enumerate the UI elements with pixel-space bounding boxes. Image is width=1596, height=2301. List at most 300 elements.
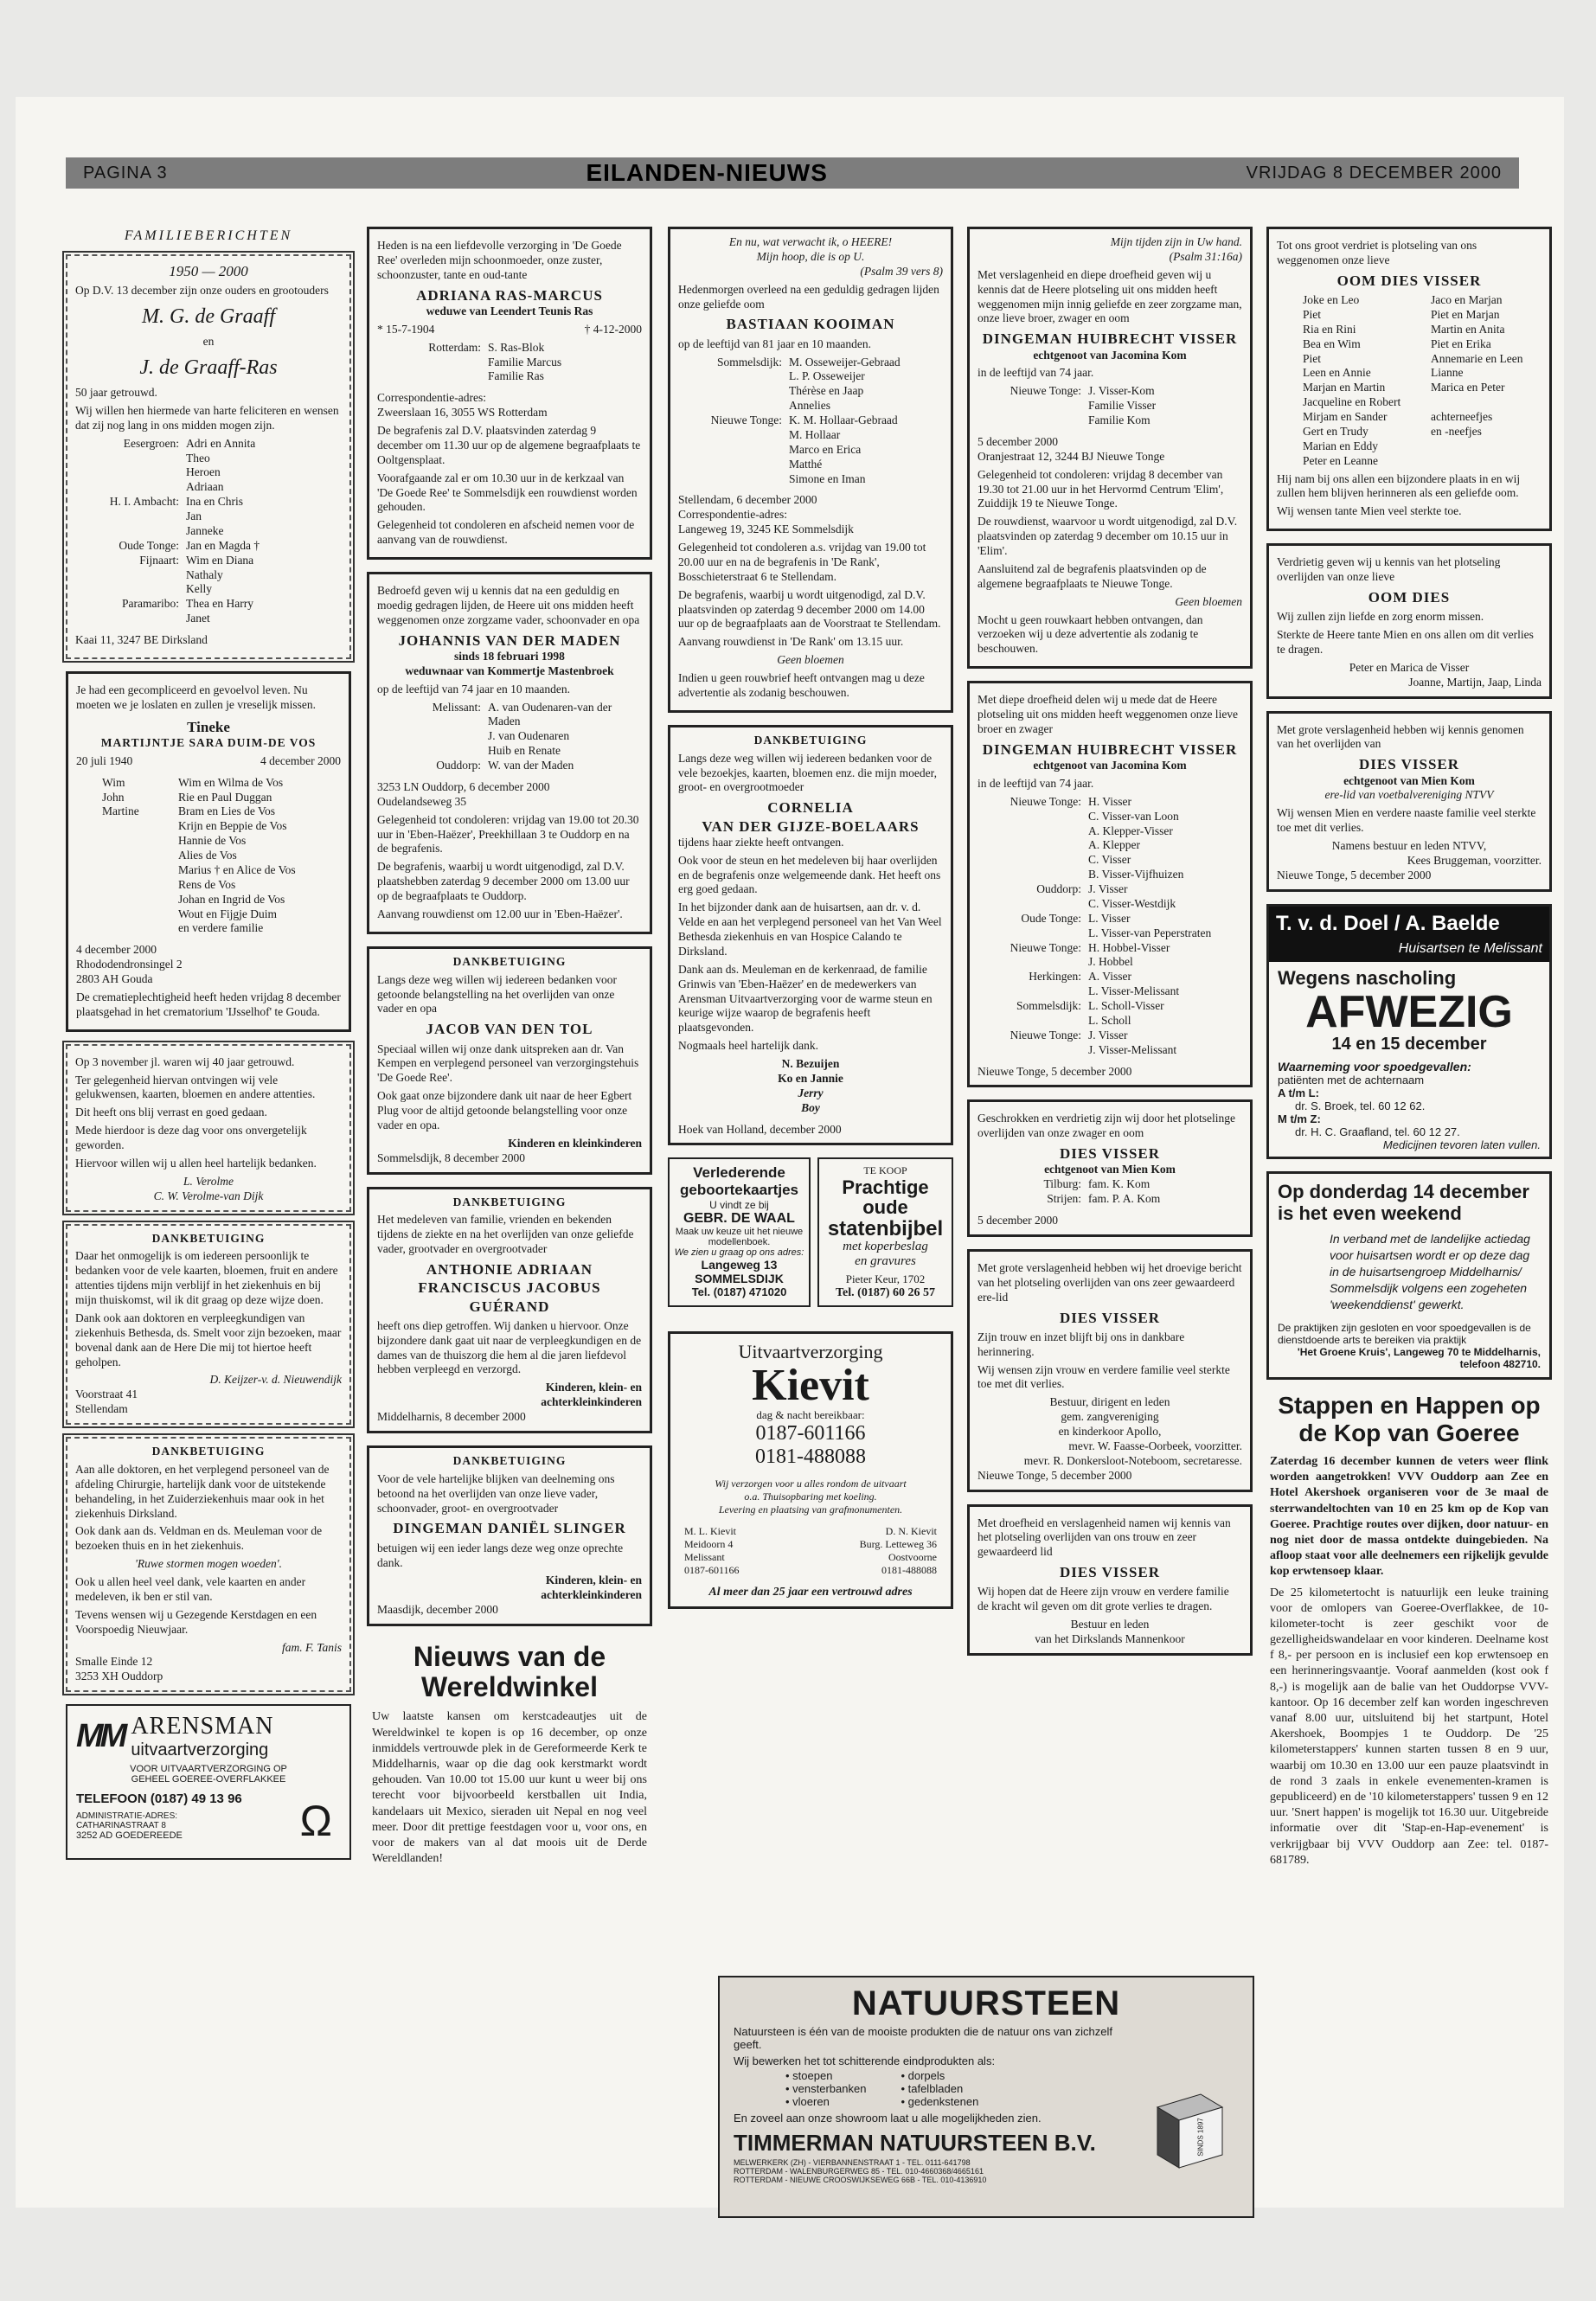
- signature: en kinderkoor Apollo,: [1058, 1425, 1162, 1438]
- list-item: John: [102, 790, 125, 804]
- signature: Kees Bruggeman, voorzitter.: [1407, 853, 1542, 867]
- family-row: [75, 597, 342, 612]
- place-label: Eesergroen:: [123, 436, 179, 450]
- family-row: [75, 480, 342, 495]
- sub: Huisartsen te Melissant: [1269, 941, 1549, 962]
- text: Wij bewerken het tot schitterende eindprodukten als:: [734, 2054, 996, 2067]
- family-row: [377, 356, 642, 370]
- address: ROTTERDAM - NIEUWE CROOSWIJKSEWEG 66B - TEL. 010-4136910: [734, 2176, 987, 2184]
- signature: Jerry: [798, 1086, 824, 1099]
- text: De begrafenis, waarbij u wordt uitgenodigd, zal D.V. plaatsvinden op zaterdag 9 december 2000 om 14.00 uur op de begraafplaats aan de Voorstraat te Stellendam.: [678, 587, 941, 631]
- list-item: Lianne: [1431, 366, 1464, 380]
- name: Tineke: [187, 718, 230, 735]
- intro: Op D.V. 13 december zijn onze ouders en grootouders: [75, 284, 329, 298]
- product-list: [785, 2069, 866, 2108]
- family-row: [977, 970, 1242, 984]
- place-label: Nieuwe Tonge:: [1010, 384, 1081, 398]
- ad-natuursteen: [718, 1976, 1254, 2218]
- family-name: Janneke: [186, 523, 224, 537]
- ad-boelaars: [668, 725, 953, 1146]
- absent-notice: AFWEZIG: [1305, 986, 1513, 1037]
- name: VAN DER GIJZE-BOELAARS: [702, 817, 920, 835]
- text: In verband met de landelijke actiedag voor huisartsen wordt er op deze dag in de huisartsengroep Middelharnis/ Sommelsdijk volgens een zogeheten 'weekenddienst' gewerkt.: [1330, 1232, 1530, 1311]
- place-label: [977, 868, 1081, 882]
- address: Langeweg 13: [701, 1258, 778, 1272]
- list-item: • tafelbladen: [901, 2082, 964, 2095]
- text: Correspondentie-adres:: [377, 391, 486, 405]
- text: Ook dank aan ds. Veldman en ds. Meuleman voor de bezoeken thuis en in het ziekenhuis.: [75, 1524, 323, 1553]
- place-label: Sommelsdijk:: [716, 355, 782, 369]
- family-name: L. Scholl: [1088, 1013, 1131, 1027]
- name: DIES VISSER: [1059, 1309, 1161, 1326]
- family-row: [75, 495, 342, 510]
- family-row: [977, 868, 1242, 882]
- place-label: [678, 384, 782, 399]
- title: DANKBETUIGING: [151, 1445, 266, 1458]
- family-row: [75, 465, 342, 480]
- place-label: [678, 458, 782, 472]
- place: Nieuwe Tonge, 5 december 2000: [977, 1468, 1132, 1482]
- place-label: [75, 480, 179, 495]
- place-label: [977, 1014, 1081, 1029]
- list-item: • vloeren: [785, 2095, 830, 2108]
- sub: weduwnaar van Kommertje Mastenbroek: [405, 663, 614, 677]
- text: met koperbeslag: [843, 1239, 928, 1253]
- signature: C. W. Verolme-van Dijk: [153, 1189, 264, 1202]
- ad-maden: [367, 572, 652, 934]
- ad-ntvv: [1266, 711, 1552, 892]
- ad-guerand: [367, 1187, 652, 1433]
- place-label: [977, 399, 1081, 413]
- family-row: [977, 1192, 1242, 1207]
- text: Voorafgaande zal er om 10.30 uur in de kerkzaal van 'De Goede Ree' te Sommelsdijk een rouwdienst worden gehouden.: [377, 471, 638, 514]
- ad-oom-visser: [1266, 227, 1552, 531]
- family-row: [377, 369, 642, 384]
- text: Levering en plaatsing van grafmonumenten.: [718, 1503, 903, 1516]
- place-label: [75, 510, 179, 524]
- family-name: L. Visser-van Peperstraten: [1088, 926, 1212, 939]
- sub: tijdens haar ziekte heeft ontvangen.: [678, 835, 844, 849]
- contact: M. L. Kievit: [684, 1524, 736, 1537]
- contact: 0181-488088: [881, 1563, 937, 1576]
- list-item: Hannie de Vos: [178, 834, 247, 848]
- signature: D. Keijzer-v. d. Nieuwendijk: [209, 1373, 342, 1387]
- article-body: Uw laatste kansen om kerstcadeautjes uit de Wereldwinkel te kopen is op 16 december, op onze inmiddels vertrouwde plek in de Gereformeerde Kerk te Middelharnis, waar op die dag ook kerstmarkt wordt gehouden. Van 10.00 tot 15.00 uur kunt u weer bij ons terecht voor bijvoorbeeld kerstballen uit India, kandelaars uit Mexico, sieraden uit Nepal en nog veel meer. Door dit prettige feestdagen voor u, voor ons, en voor de makers van al dat moois uit de Derde Wereldlanden!: [372, 1710, 647, 1866]
- list-item: Krijn en Beppie de Vos: [178, 819, 287, 833]
- name: DIES VISSER: [1358, 756, 1460, 773]
- text: Ook gaat onze bijzondere dank uit naar de heer Egbert Plug voor de altijd getoonde belangstelling voor onze vader en opa.: [377, 1089, 632, 1131]
- title: DANKBETUIGING: [753, 733, 868, 747]
- text: Dank aan ds. Meuleman en de kerkenraad, de familie Grinwis van 'Eben-Haëzer' en de medewerkers van Arensman Uitvaartverzorging voor de warme steun en keurige wijze waarop de begrafenis heeft plaatsgevonden.: [678, 962, 933, 1035]
- family-row: [377, 744, 642, 759]
- place-label: [977, 413, 1081, 428]
- text: Aan alle doktoren, en het verplegend personeel van de afdeling Chirurgie, hartelijk dank voor de uitstekende behandeling, in het Zuiderziekenhuis maar ook in het ziekenhuis Dirksland.: [75, 1462, 330, 1520]
- text: Wij wensen Mien en verdere naaste familie veel sterkte toe met dit verlies.: [1277, 806, 1536, 835]
- family-row: [977, 810, 1242, 824]
- text: Hiervoor willen wij u allen heel hartelijk bedanken.: [75, 1156, 317, 1170]
- place-label: [377, 729, 481, 744]
- text: Nogmaals heel hartelijk dank.: [678, 1039, 818, 1053]
- intro: Heden is na een liefdevolle verzorging in 'De Goede Ree' overleden mijn schoonmoeder, onze zuster, schoonzuster, tante en oud-tante: [377, 239, 622, 281]
- family-row: [977, 384, 1242, 399]
- family-name: Annelies: [789, 399, 830, 413]
- family-name: J. Visser-Kom: [1088, 384, 1155, 398]
- brand: ARENSMAN: [131, 1713, 274, 1740]
- family-name: J. Visser-Melissant: [1088, 1042, 1177, 1056]
- place-label: Oude Tonge:: [119, 538, 179, 552]
- intro: Hedenmorgen overleed na een geduldig gedragen lijden onze geliefde oom: [678, 282, 939, 311]
- intro: Met grote verslagenheid hebben wij het droevige bericht van het plotseling overlijden van ons zeer gewaardeerd ere-lid: [977, 1260, 1242, 1304]
- family-name: Familie Kom: [1088, 413, 1151, 426]
- address: Zweerslaan 16, 3055 WS Rotterdam: [377, 406, 548, 420]
- address: CATHARINASTRAAT 8: [76, 1821, 166, 1831]
- contact: Oostvoorne: [888, 1550, 937, 1563]
- text: dr. S. Broek, tel. 60 12 62.: [1295, 1099, 1426, 1112]
- ad-geboortekaartjes: [668, 1157, 811, 1306]
- address: MELWERKERK (ZH) - VIERBANNENSTRAAT 1 - TEL. 0111-641798: [734, 2158, 971, 2167]
- text: 'Het Groene Kruis', Langeweg 70 te Middelharnis, telefoon 482710.: [1297, 1345, 1541, 1370]
- place: Maasdijk, december 2000: [377, 1603, 498, 1617]
- family-row: [977, 897, 1242, 912]
- list-item: en verdere familie: [178, 921, 264, 935]
- signature: achterkleinkinderen: [541, 1395, 642, 1409]
- list-item: Wim: [102, 775, 125, 789]
- product-list: [901, 2069, 978, 2108]
- signature: Boy: [801, 1100, 820, 1114]
- ad-statenbijbel: [817, 1157, 953, 1306]
- column-1: [66, 227, 351, 1872]
- list-item: Marian en Eddy: [1303, 439, 1378, 452]
- phone: Tel. (0187) 471020: [691, 1285, 787, 1299]
- fullname: MARTIJNTJE SARA DUIM-DE VOS: [100, 735, 317, 749]
- ad-weekend: [1266, 1171, 1552, 1380]
- family-name: L. Visser: [1088, 911, 1131, 925]
- family-name: Janet: [186, 612, 210, 625]
- place-label: [977, 853, 1081, 868]
- list-item: Gert en Trudy: [1303, 424, 1368, 438]
- address: Smalle Einde 12: [75, 1655, 153, 1669]
- age: in de leeftijd van 74 jaar.: [977, 776, 1094, 790]
- married: 50 jaar getrouwd.: [75, 386, 157, 399]
- address: 3253 XH Ouddorp: [75, 1670, 163, 1683]
- ad-visser-mannenkoor: [967, 1504, 1253, 1656]
- list-item: Bram en Lies de Vos: [178, 804, 275, 818]
- text: De begrafenis, waarbij u wordt uitgenodigd, zal D.V. plaatshebben zaterdag 9 december 2000 om 13.00 uur op de begraafplaats te Ouddorp.: [377, 860, 630, 902]
- family-row: [75, 510, 342, 524]
- text: dag & nacht bereikbaar:: [756, 1407, 865, 1421]
- dates: 14 en 15 december: [1331, 1034, 1487, 1054]
- signature: N. Bezuijen: [781, 1057, 840, 1070]
- list-item: Jaco en Marjan: [1431, 293, 1503, 306]
- intro: Het medeleven van familie, vrienden en bekenden tijdens de ziekte en na het overlijden van onze geliefde vader, grootvader en overgrootvader: [377, 1213, 634, 1256]
- text: GEHEEL GOEREE-OVERFLAKKEE: [131, 1774, 286, 1785]
- born: * 15-7-1904: [377, 322, 435, 336]
- contact: 0187-601166: [684, 1563, 740, 1576]
- place-label: Paramaribo:: [122, 597, 179, 611]
- intro: Langs deze weg willen wij iedereen bedanken voor getoonde belangstelling na het overlijden van onze vader en opa: [377, 972, 618, 1016]
- family-list: [977, 384, 1242, 428]
- place-label: [678, 399, 782, 413]
- verse-ref: (Psalm 39 vers 8): [860, 264, 943, 278]
- masthead: EILANDEN-NIEUWS: [586, 159, 828, 186]
- ad-visser-apollo: [967, 1249, 1253, 1492]
- newspaper-page: [16, 97, 1564, 2208]
- place-label: [75, 524, 179, 539]
- family-name: Adri en Annita: [186, 436, 256, 450]
- text: Verlederende: [693, 1164, 785, 1182]
- text: Speciaal willen wij onze dank uitspreken aan dr. Van Kempen en verplegend personeel van verzorgingstehuis 'De Goede Ree'.: [377, 1042, 639, 1085]
- place-label: [977, 838, 1081, 853]
- family-row: [977, 941, 1242, 956]
- family-row: [678, 399, 943, 413]
- text: Gelegenheid tot condoleren: vrijdag van 19.00 tot 20.30 uur in 'Eben-Haëzer', Preekhillaan 3 te Ouddorp en na de begrafenis.: [377, 812, 639, 856]
- siblings-list: [178, 776, 341, 937]
- text: Ook u allen heel veel dank, vele kaarten en ander medeleven, ik ben er stil van.: [75, 1575, 306, 1603]
- name: CORNELIA: [767, 799, 854, 817]
- address: 5 december 2000: [977, 434, 1058, 448]
- family-row: [377, 759, 642, 773]
- signature: L. Verolme: [183, 1174, 234, 1188]
- phone: 0187-601166: [755, 1421, 866, 1445]
- text: We zien u graag op ons adres:: [674, 1247, 804, 1259]
- text: o.a. Thuisopbaring met koeling.: [744, 1490, 877, 1503]
- family-name: L. Visser-Melissant: [1088, 984, 1180, 998]
- sub: sinds 18 februari 1998: [454, 649, 565, 663]
- signature: mevr. R. Donkersloot-Noteboom, secretaresse.: [1023, 1453, 1242, 1467]
- family-name: L. P. Osseweijer: [789, 369, 865, 383]
- family-name: A. van Oudenaren-van der Maden: [488, 700, 612, 728]
- column-3: [668, 227, 953, 1621]
- family-row: [75, 612, 342, 626]
- age: op de leeftijd van 74 jaar en 10 maanden.: [377, 682, 571, 695]
- place: Nieuwe Tonge, 5 december 2000: [977, 1064, 1132, 1078]
- company: TIMMERMAN NATUURSTEEN B.V.: [734, 2130, 1096, 2156]
- list-item: Piet: [1303, 351, 1322, 365]
- signature: Ko en Jannie: [778, 1071, 843, 1085]
- list-item: Piet en Erika: [1431, 336, 1491, 350]
- list-item: Martine: [102, 804, 139, 818]
- family-row: [75, 582, 342, 597]
- family-name: Heroen: [186, 465, 221, 479]
- place: Middelharnis, 8 december 2000: [377, 1410, 526, 1423]
- place: Nieuwe Tonge, 5 december 2000: [1277, 868, 1432, 881]
- article-title: Nieuws van de Wereldwinkel: [413, 1641, 606, 1703]
- list-item: [1431, 439, 1542, 454]
- family-row: [977, 1177, 1242, 1192]
- text: Mocht u geen rouwkaart hebben ontvangen, dan verzoeken wij u deze advertentie als zodanig te beschouwen.: [977, 612, 1203, 656]
- signature: mevr. W. Faasse-Oorbeek, voorzitter.: [1068, 1439, 1242, 1452]
- place-label: Ouddorp:: [436, 759, 481, 772]
- place-label: Ouddorp:: [1036, 882, 1081, 895]
- signature: Bestuur en leden: [1070, 1618, 1150, 1631]
- text: In het bijzonder dank aan de huisartsen, aan dr. v. d. Velde en aan het verplegend personeel van het Van Weel Bethesda ziekenhuis en van Hospice Calando te Dirksland.: [678, 901, 942, 958]
- arensman-logo-icon: MM: [76, 1718, 125, 1755]
- text: dr. H. C. Graafland, tel. 60 12 27.: [1295, 1125, 1460, 1138]
- text: heeft ons diep getroffen. Wij danken u hiervoor. Onze bijzondere dank gaat uit naar de verpleegkundigen en de dames van de thuiszorg die hem al die jaren liefdevol hebben verpleegd en verzorgd.: [377, 1318, 642, 1376]
- slogan: Al meer dan 25 jaar een vertrouwd adres: [708, 1585, 913, 1599]
- place-label: [75, 612, 179, 626]
- family-name: Jan en Magda †: [186, 538, 260, 552]
- place-label: Herkingen:: [1029, 970, 1081, 984]
- intro: Je had een gecompliceerd en gevoelvol leven. Nu moeten we je loslaten en zullen je vreselijk missen.: [76, 683, 317, 711]
- sub: weduwe van Leendert Teunis Ras: [426, 304, 593, 317]
- text: Hij nam bij ons allen een bijzondere plaats in en wij zullen hem blijven herinneren als een geliefde oom.: [1277, 471, 1521, 500]
- signature: Kinderen, klein- en: [545, 1381, 642, 1394]
- text: Aansluitend zal de begrafenis plaatsvinden op de algemene begraafplaats te Nieuwe Tonge.: [977, 561, 1207, 590]
- omega-icon: Ω: [299, 1797, 332, 1846]
- text: Wij wensen tante Mien veel sterkte toe.: [1277, 504, 1462, 518]
- family-row: [75, 554, 342, 568]
- list-item: Johan en Ingrid de Vos: [178, 892, 285, 906]
- place-label: Oude Tonge:: [1021, 911, 1081, 925]
- place-label: Melissant:: [432, 700, 481, 714]
- family-name: Marco en Erica: [789, 442, 862, 456]
- family-row: [678, 428, 943, 443]
- article-wereldwinkel: [367, 1638, 652, 1874]
- family-name: Jan: [186, 510, 202, 522]
- family-name: Kelly: [186, 582, 212, 596]
- name: ADRIANA RAS-MARCUS: [416, 286, 603, 304]
- family-name: J. van Oudenaren: [488, 729, 570, 743]
- page-number: PAGINA 3: [83, 163, 168, 183]
- ad-dank-keijzer: [66, 1224, 351, 1426]
- list-item: Joke en Leo: [1303, 293, 1360, 306]
- text: Waarneming voor spoedgevallen:: [1278, 1059, 1471, 1074]
- family-name: Theo: [186, 451, 210, 465]
- place-label: [977, 926, 1081, 941]
- list-item: en -neefjes: [1431, 424, 1482, 438]
- text: Zijn trouw en inzet blijft bij ons in dankbare herinnering.: [977, 1330, 1185, 1358]
- intro: Met verslagenheid en diepe droefheid geven wij u kennis dat de Heere plotseling uit ons midden heeft weggenomen mijn innig geliefde en zeer zorgzame man, onze lieve broer, zwager en oom: [977, 267, 1242, 325]
- text: Ter gelegenheid hiervan ontvingen wij vele gelukwensen, kaarten, bloemen en andere attenties.: [75, 1073, 316, 1101]
- place-label: [977, 810, 1081, 824]
- sub: uitvaartverzorging: [131, 1740, 269, 1760]
- place-label: Strijen:: [1047, 1192, 1081, 1206]
- contact: D. N. Kievit: [885, 1524, 937, 1537]
- name: DINGEMAN HUIBRECHT VISSER: [982, 330, 1238, 348]
- family-row: [678, 384, 943, 399]
- ad-arensman: [66, 1704, 351, 1860]
- ad-kooiman: [668, 227, 953, 713]
- name: OOM DIES: [1368, 588, 1451, 606]
- family-row: [977, 1029, 1242, 1043]
- place-label: [377, 744, 481, 759]
- cremation: De crematieplechtigheid heeft heden vrijdag 8 december plaatsgehad in het crematorium 'IJsselhof' te Gouda.: [76, 990, 341, 1018]
- text: Prachtige oude: [842, 1176, 929, 1219]
- intro: Met grote verslagenheid hebben wij kennis genomen van het overlijden van: [1277, 722, 1524, 751]
- text: En zoveel aan onze showroom laat u alle mogelijkheden zien.: [734, 2112, 1042, 2125]
- ad-visser-siblings: [967, 681, 1253, 1087]
- signature: fam. F. Tanis: [281, 1640, 342, 1654]
- family-row: [75, 437, 342, 452]
- family-row: [977, 1043, 1242, 1058]
- list-item: [1431, 395, 1542, 410]
- sub: echtgenoot van Jacomina Kom: [1033, 348, 1187, 362]
- signature: gem. zangvereniging: [1061, 1410, 1159, 1424]
- text: Wij wensen zijn vrouw en verdere familie veel sterkte toe met dit verlies.: [977, 1362, 1230, 1391]
- name: JOHANNIS VAN DER MADEN: [398, 631, 621, 649]
- list-item: Wim en Wilma de Vos: [178, 775, 284, 789]
- list-item: Jacqueline en Robert: [1303, 395, 1401, 409]
- text: Op 3 november jl. waren wij 40 jaar getrouwd.: [75, 1054, 295, 1068]
- list-item: Rie en Paul Duggan: [178, 790, 272, 804]
- place-label: [977, 897, 1081, 912]
- text: Gelegenheid tot condoleren: vrijdag 8 december van 19.30 tot 21.00 uur in het Hervormd Centrum 'Elim', Zuiddijk 19 te Nieuwe Tonge.: [977, 467, 1224, 510]
- place-label: Nieuwe Tonge:: [710, 413, 782, 426]
- address: Kaai 11, 3247 BE Dirksland: [75, 633, 208, 646]
- text: Wij willen hen hiermede van harte feliciteren en wensen dat zij nog lang in ons midden mogen zijn.: [75, 403, 339, 432]
- sub: echtgenoot van Jacomina Kom: [1033, 759, 1187, 772]
- family-list: [977, 795, 1242, 1058]
- ad-slinger: [367, 1445, 652, 1626]
- ad-graaff: [66, 254, 351, 659]
- text: Aanvang rouwdienst in 'De Rank' om 13.15 uur.: [678, 635, 904, 649]
- list-item: Martin en Anita: [1431, 322, 1505, 336]
- text: patiënten met de achternaam: [1278, 1073, 1425, 1086]
- family-name: C. Visser-Westdijk: [1088, 896, 1176, 910]
- text: Tevens wensen wij u Gezegende Kerstdagen en een Voorspoedig Nieuwjaar.: [75, 1607, 317, 1636]
- children-list: [76, 776, 171, 937]
- name: DIES VISSER: [1059, 1145, 1161, 1163]
- contact: Melissant: [684, 1550, 725, 1563]
- family-list: [1303, 293, 1424, 469]
- ad-kievit: [668, 1331, 953, 1609]
- place-label: Sommelsdijk:: [1016, 999, 1081, 1012]
- flower-note: Geen bloemen: [777, 653, 844, 667]
- family-row: [377, 341, 642, 356]
- sub: ere-lid van voetbalvereniging NTVV: [1324, 788, 1494, 802]
- list-item: Peter en Leanne: [1303, 453, 1378, 467]
- family-name: Ina en Chris: [186, 495, 243, 509]
- issue-date: VRIJDAG 8 DECEMBER 2000: [1246, 163, 1502, 183]
- family-list: [75, 437, 342, 626]
- text: ADMINISTRATIE-ADRES:: [76, 1811, 178, 1822]
- family-name: Huib en Renate: [488, 744, 561, 758]
- list-item: Piet: [1303, 307, 1322, 321]
- family-row: [75, 539, 342, 554]
- text: Indien u geen rouwbrief heeft ontvangen mag u deze advertentie als zodanig beschouwen.: [678, 671, 925, 699]
- title: Op donderdag 14 december is het even weekend: [1278, 1180, 1529, 1224]
- place-label: H. I. Ambacht:: [109, 495, 179, 509]
- ad-visser-family: [967, 227, 1253, 669]
- intro: Tot ons groot verdriet is plotseling van ons weggenomen onze lieve: [1277, 239, 1477, 266]
- address: 3252 AD GOEDEREEDE: [76, 1830, 183, 1842]
- text: Uitvaartverzorging: [738, 1340, 883, 1362]
- family-list: [377, 701, 642, 773]
- age: op de leeftijd van 81 jaar en 10 maanden.: [678, 336, 872, 350]
- family-row: [977, 853, 1242, 868]
- list-item: Marica en Peter: [1431, 381, 1505, 394]
- list-item: Marius † en Alice de Vos: [178, 862, 296, 876]
- text: en gravures: [855, 1253, 916, 1268]
- years: 1950 — 2000: [169, 263, 248, 279]
- signature: Peter en Marica de Visser: [1349, 660, 1470, 674]
- place-label: [75, 568, 179, 583]
- title: DANKBETUIGING: [452, 1453, 567, 1467]
- column-4: [967, 227, 1253, 1668]
- family-name: C. Visser: [1088, 853, 1131, 867]
- place-label: Tilburg:: [1043, 1177, 1081, 1191]
- family-name: A. Klepper-Visser: [1088, 824, 1173, 837]
- article-lead: Zaterdag 16 december kunnen de veters weer flink worden aangetrokken! VVV Ouddorp aan Zee en Hotel Akershoek organiseren voor de 3e maal de sterrwandeltochten van 10 en 25 km op de Kop van Goeree. Prachtige routes over dijken, door natuur- en nog niet door de massa ontdekte duingebieden. Na afloop staat voor alle deelnemers een rijkelijk gevulde kop erwtensoep klaar.: [1270, 1455, 1548, 1579]
- text: De begrafenis zal D.V. plaatsvinden zaterdag 9 december om 11.30 uur op de algemene begraafplaats te Ooltgensplaat.: [377, 424, 641, 466]
- signature: Namens bestuur en leden NTVV,: [1331, 839, 1487, 852]
- family-name: Simone en Iman: [789, 471, 866, 485]
- list-item: Wout en Fijgje Duim: [178, 907, 278, 920]
- family-name: fam. P. A. Kom: [1088, 1192, 1161, 1206]
- address: 4 december 2000: [76, 943, 157, 957]
- family-row: [977, 824, 1242, 839]
